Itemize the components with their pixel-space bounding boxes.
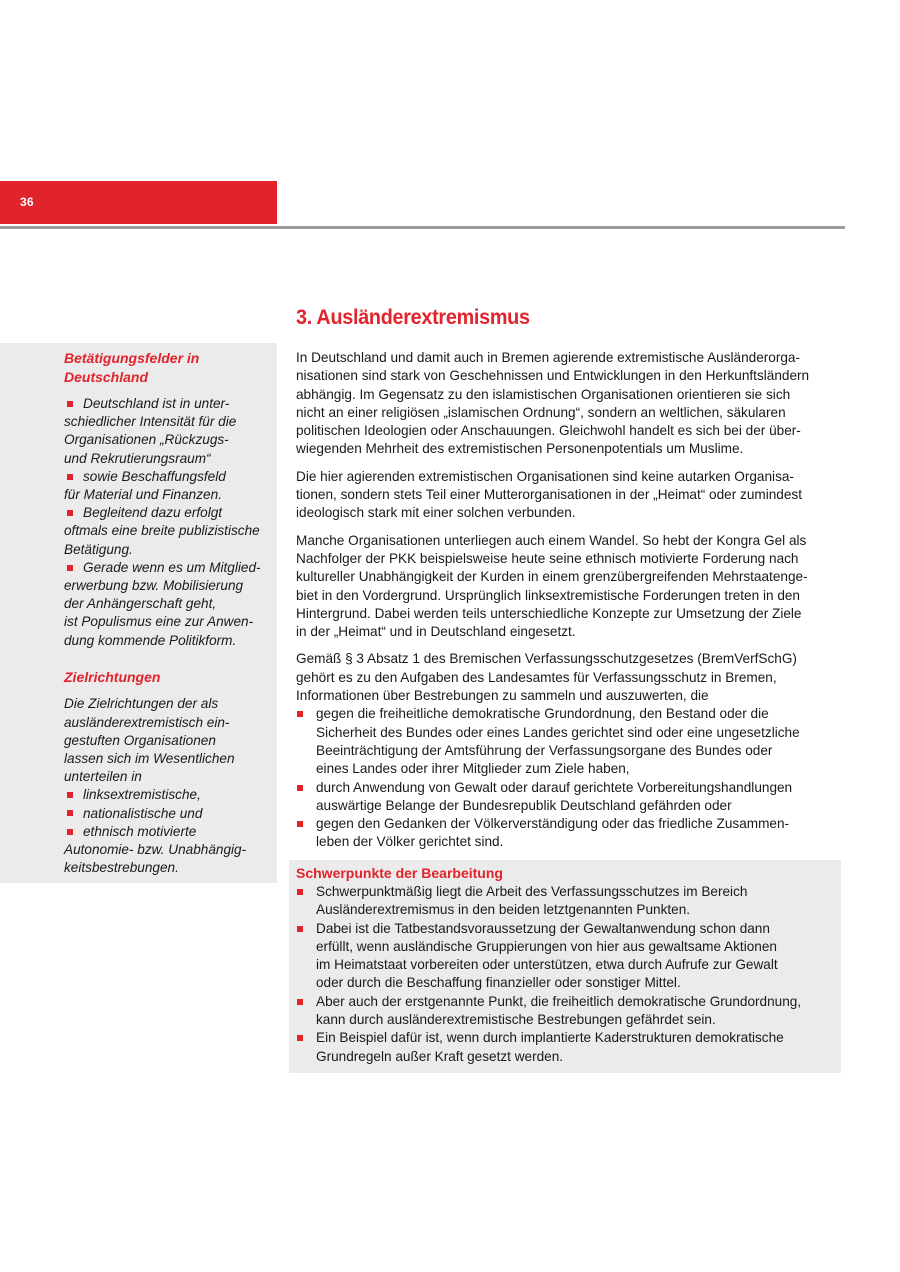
bullet-square-icon [67, 565, 73, 571]
sidebar-goal-item: linksextremistische, [64, 786, 274, 804]
bullet-square-icon [67, 810, 73, 816]
list-item: Ein Beispiel dafür ist, wenn durch implantierte Kaderstrukturen demokratische Grundregeln außer Kraft gesetzt werden. [296, 1029, 836, 1066]
header-rule [0, 226, 845, 229]
list-item: durch Anwendung von Gewalt oder darauf gerichtete Vorbereitungshandlungen auswärtige Belange der Bundesrepublik Deutschland gefährden oder [296, 779, 841, 816]
page-number: 36 [20, 195, 34, 209]
focus-content [296, 864, 836, 1066]
bullet-square-icon [67, 829, 73, 835]
sidebar-goals-list [64, 786, 274, 841]
sidebar-goal-item: ethnisch motivierte [64, 823, 274, 841]
bullet-square-icon [67, 474, 73, 480]
sidebar-goal-item: nationalistische und [64, 805, 274, 823]
paragraph: In Deutschland und damit auch in Bremen agierende extremistische Ausländerorga- nisationen sind stark von Geschehnissen und Entwicklungen in den Herkunftsländern abhängig. Im Gegensatz zu den islamistischen Organisationen orientieren sie sich nicht an einer religiösen „islamischen Ordnung“, sondern an weltlichen, säkularen politischen Ideologien oder Anschauungen. Gleichwohl handelt es sich bei der über- wiegenden Mehrheit des extremistischen Personenpotentials um Muslime. [296, 350, 810, 457]
list-item: Schwerpunktmäßig liegt die Arbeit des Verfassungsschutzes im Bereich Ausländerextremismus in den beiden letztgenannten Punkten. [296, 883, 836, 920]
bullet-square-icon [67, 401, 73, 407]
sidebar-item: sowie Beschaffungsfeld für Material und Finanzen. [64, 468, 226, 503]
sidebar-item: Begleitend dazu erfolgt oftmals eine breite publizistische Betätigung. [64, 505, 260, 557]
bullet-square-icon [297, 926, 303, 932]
bullet-square-icon [297, 1035, 303, 1041]
sidebar-item: Deutschland ist in unter- schiedlicher Intensität für die Organisationen „Rückzugs- und Rekrutierungsraum“ [64, 396, 237, 466]
sidebar-heading-goals: Zielrichtungen [64, 668, 161, 685]
sidebar-goals-intro: Die Zielrichtungen der als ausländerextremistisch ein- gestuften Organisationen lassen sich im Wesentlichen unterteilen in [64, 696, 235, 785]
bullet-square-icon [297, 999, 303, 1005]
page-number-bar [0, 181, 277, 224]
focus-heading: Schwerpunkte der Bearbeitung [296, 865, 503, 881]
list-item: gegen die freiheitliche demokratische Grundordnung, den Bestand oder die Sicherheit des Bundes oder eines Landes gerichtet sind oder eine ungesetzliche Beeinträchtigung der Amtsführung der Verfassungsorgane des Bundes oder eines Landes oder ihrer Mitglieder zum Ziele haben, [296, 705, 841, 778]
list-item: Dabei ist die Tatbestandsvoraussetzung der Gewaltanwendung schon dann erfüllt, wenn ausländische Gruppierungen von hier aus gewaltsame Aktionen im Heimatstaat vorbereiten oder unterstützen, etwa durch Aufrufe zur Gewalt oder durch die Beschaffung finanzieller oder sonstiger Mittel. [296, 920, 836, 993]
chapter-title: 3. Ausländerextremismus [296, 305, 530, 329]
sidebar [0, 343, 277, 883]
paragraph: Gemäß § 3 Absatz 1 des Bremischen Verfassungsschutzgesetzes (BremVerfSchG) gehört es zu den Aufgaben des Landesamtes für Verfassungsschutz in Bremen, Informationen über Bestrebungen zu sammeln und auszuwerten, die [296, 651, 797, 704]
sidebar-goals-outro: Autonomie- bzw. Unabhängig- keitsbestrebungen. [64, 841, 247, 876]
sidebar-heading-activity: Betätigungsfelder in Deutschland [64, 350, 200, 385]
paragraph: Manche Organisationen unterliegen auch einem Wandel. So hebt der Kongra Gel als Nachfolger der PKK beispielsweise heute seine ethnisch motivierte Forderung nach kultureller Unabhängigkeit der Kurden in einem grenzübergreifenden Mehrstaatenge- biet in den Vordergrund. Ursprünglich linksextremistische Forderungen treten in den Hintergrund. Dabei werden teils unterschiedliche Konzepte zur Umsetzung der Ziele in der „Heimat“ und in Deutschland eingesetzt. [296, 532, 808, 640]
sidebar-content [64, 349, 274, 877]
bullet-square-icon [67, 510, 73, 516]
focus-box [289, 860, 841, 1073]
bullet-square-icon [297, 889, 303, 895]
list-item: gegen den Gedanken der Völkerverständigung oder das friedliche Zusammen- leben der Völker gerichtet sind. [296, 815, 841, 852]
list-item: Aber auch der erstgenannte Punkt, die freiheitlich demokratische Grundordnung, kann durch ausländerextremistische Bestrebungen gefährdet sein. [296, 993, 836, 1030]
law-criteria-list [296, 705, 841, 851]
sidebar-item: Gerade wenn es um Mitglied- erwerbung bzw. Mobilisierung der Anhängerschaft geht, ist Populismus eine zur Anwen- dung kommende Politikform. [64, 559, 261, 648]
paragraph: Die hier agierenden extremistischen Organisationen sind keine autarken Organisa- tionen, sondern stets Teil einer Mutterorganisationen in der „Heimat“ oder zumindest ideologisch stark mit einer solchen verbunden. [296, 468, 803, 521]
focus-list [296, 883, 836, 1066]
bullet-square-icon [67, 792, 73, 798]
bullet-square-icon [297, 821, 303, 827]
bullet-square-icon [297, 711, 303, 717]
bullet-square-icon [297, 785, 303, 791]
main-content [296, 305, 841, 861]
